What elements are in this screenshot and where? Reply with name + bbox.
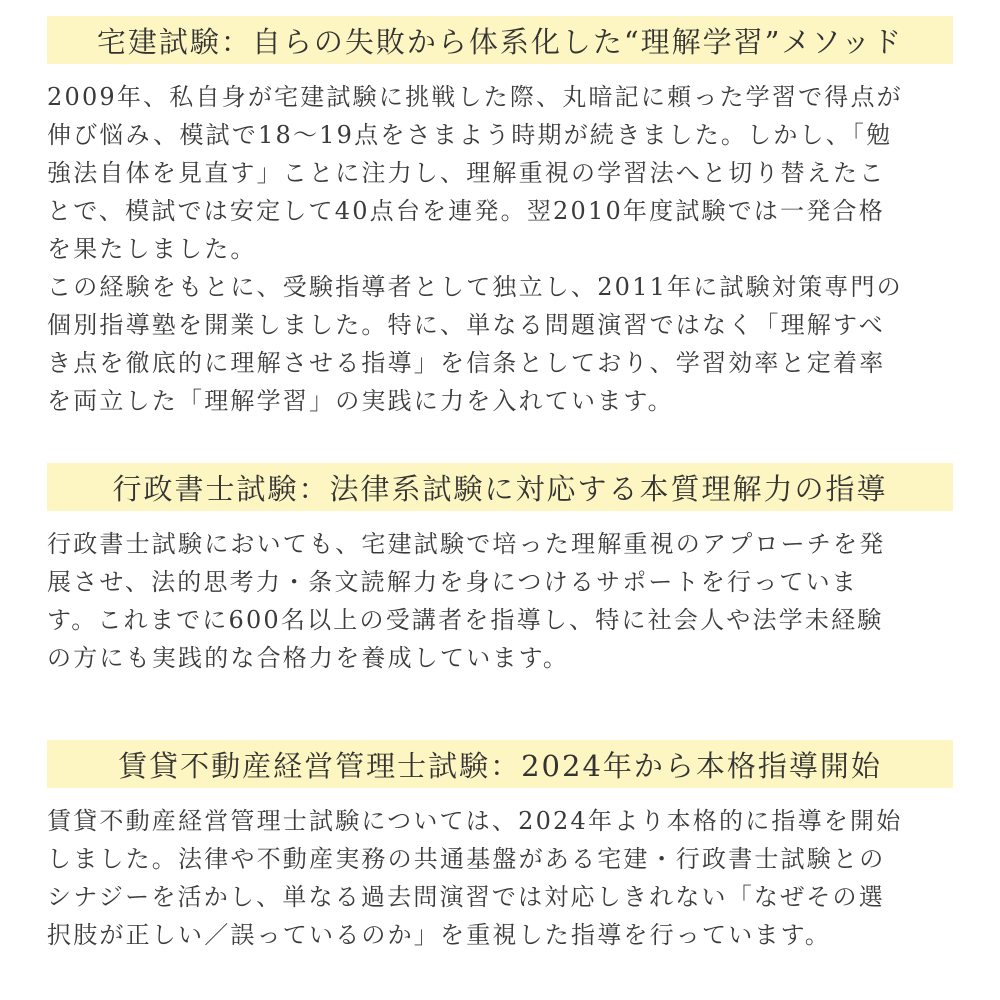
- paragraph-line: この経験をもとに、受験指導者として独立し、2011年に試験対策専門の: [47, 273, 903, 301]
- section-takken: [47, 16, 953, 420]
- section-body: [47, 78, 953, 420]
- section-body: [47, 802, 953, 954]
- section-chintai: [47, 740, 953, 954]
- paragraph-line: 2009年、私自身が宅建試験に挑戦した際、丸暗記に頼った学習で得点が: [47, 83, 903, 111]
- paragraph-line: の方にも実践的な合格力を養成しています。: [47, 644, 570, 672]
- paragraph-line: 賃貸不動産経営管理士試験については、2024年より本格的に指導を開始: [47, 807, 903, 835]
- paragraph-line: 個別指導塾を開業しました。特に、単なる問題演習ではなく「理解すべ: [47, 311, 885, 339]
- paragraph-line: 伸び悩み、模試で18～19点をさまよう時期が続きました。しかし、「勉: [47, 121, 893, 149]
- paragraph-line: 択肢が正しい／誤っているのか」を重視した指導を行っています。: [47, 921, 832, 949]
- paragraph-line: とで、模試では安定して40点台を連発。翌2010年度試験では一発合格: [47, 197, 885, 225]
- paragraph-line: しました。法律や不動産実務の共通基盤がある宅建・行政書士試験との: [47, 845, 886, 873]
- section-heading: 行政書士試験：法律系試験に対応する本質理解力の指導: [47, 463, 953, 511]
- paragraph-line: を果たしました。: [47, 235, 257, 263]
- paragraph-line: き点を徹底的に理解させる指導」を信条としており、学習効率と定着率: [47, 349, 886, 377]
- section-heading: 賃貸不動産経営管理士試験：2024年から本格指導開始: [47, 740, 953, 788]
- section-body: [47, 525, 953, 677]
- paragraph-line: す。これまでに600名以上の受講者を指導し、特に社会人や法学未経験: [47, 606, 884, 634]
- section-gyoseishoshi: [47, 463, 953, 677]
- paragraph-line: 行政書士試験においても、宅建試験で培った理解重視のアプローチを発: [47, 530, 886, 558]
- paragraph-line: 強法自体を見直す」ことに注力し、理解重視の学習法へと切り替えたこ: [47, 159, 886, 187]
- paragraph-line: を両立した「理解学習」の実践に力を入れています。: [47, 387, 674, 415]
- paragraph-line: シナジーを活かし、単なる過去問演習では対応しきれない「なぜその選: [47, 883, 885, 911]
- section-heading: 宅建試験：自らの失敗から体系化した“理解学習”メソッド: [47, 16, 953, 64]
- paragraph-line: 展させ、法的思考力・条文読解力を身につけるサポートを行っていま: [47, 568, 858, 596]
